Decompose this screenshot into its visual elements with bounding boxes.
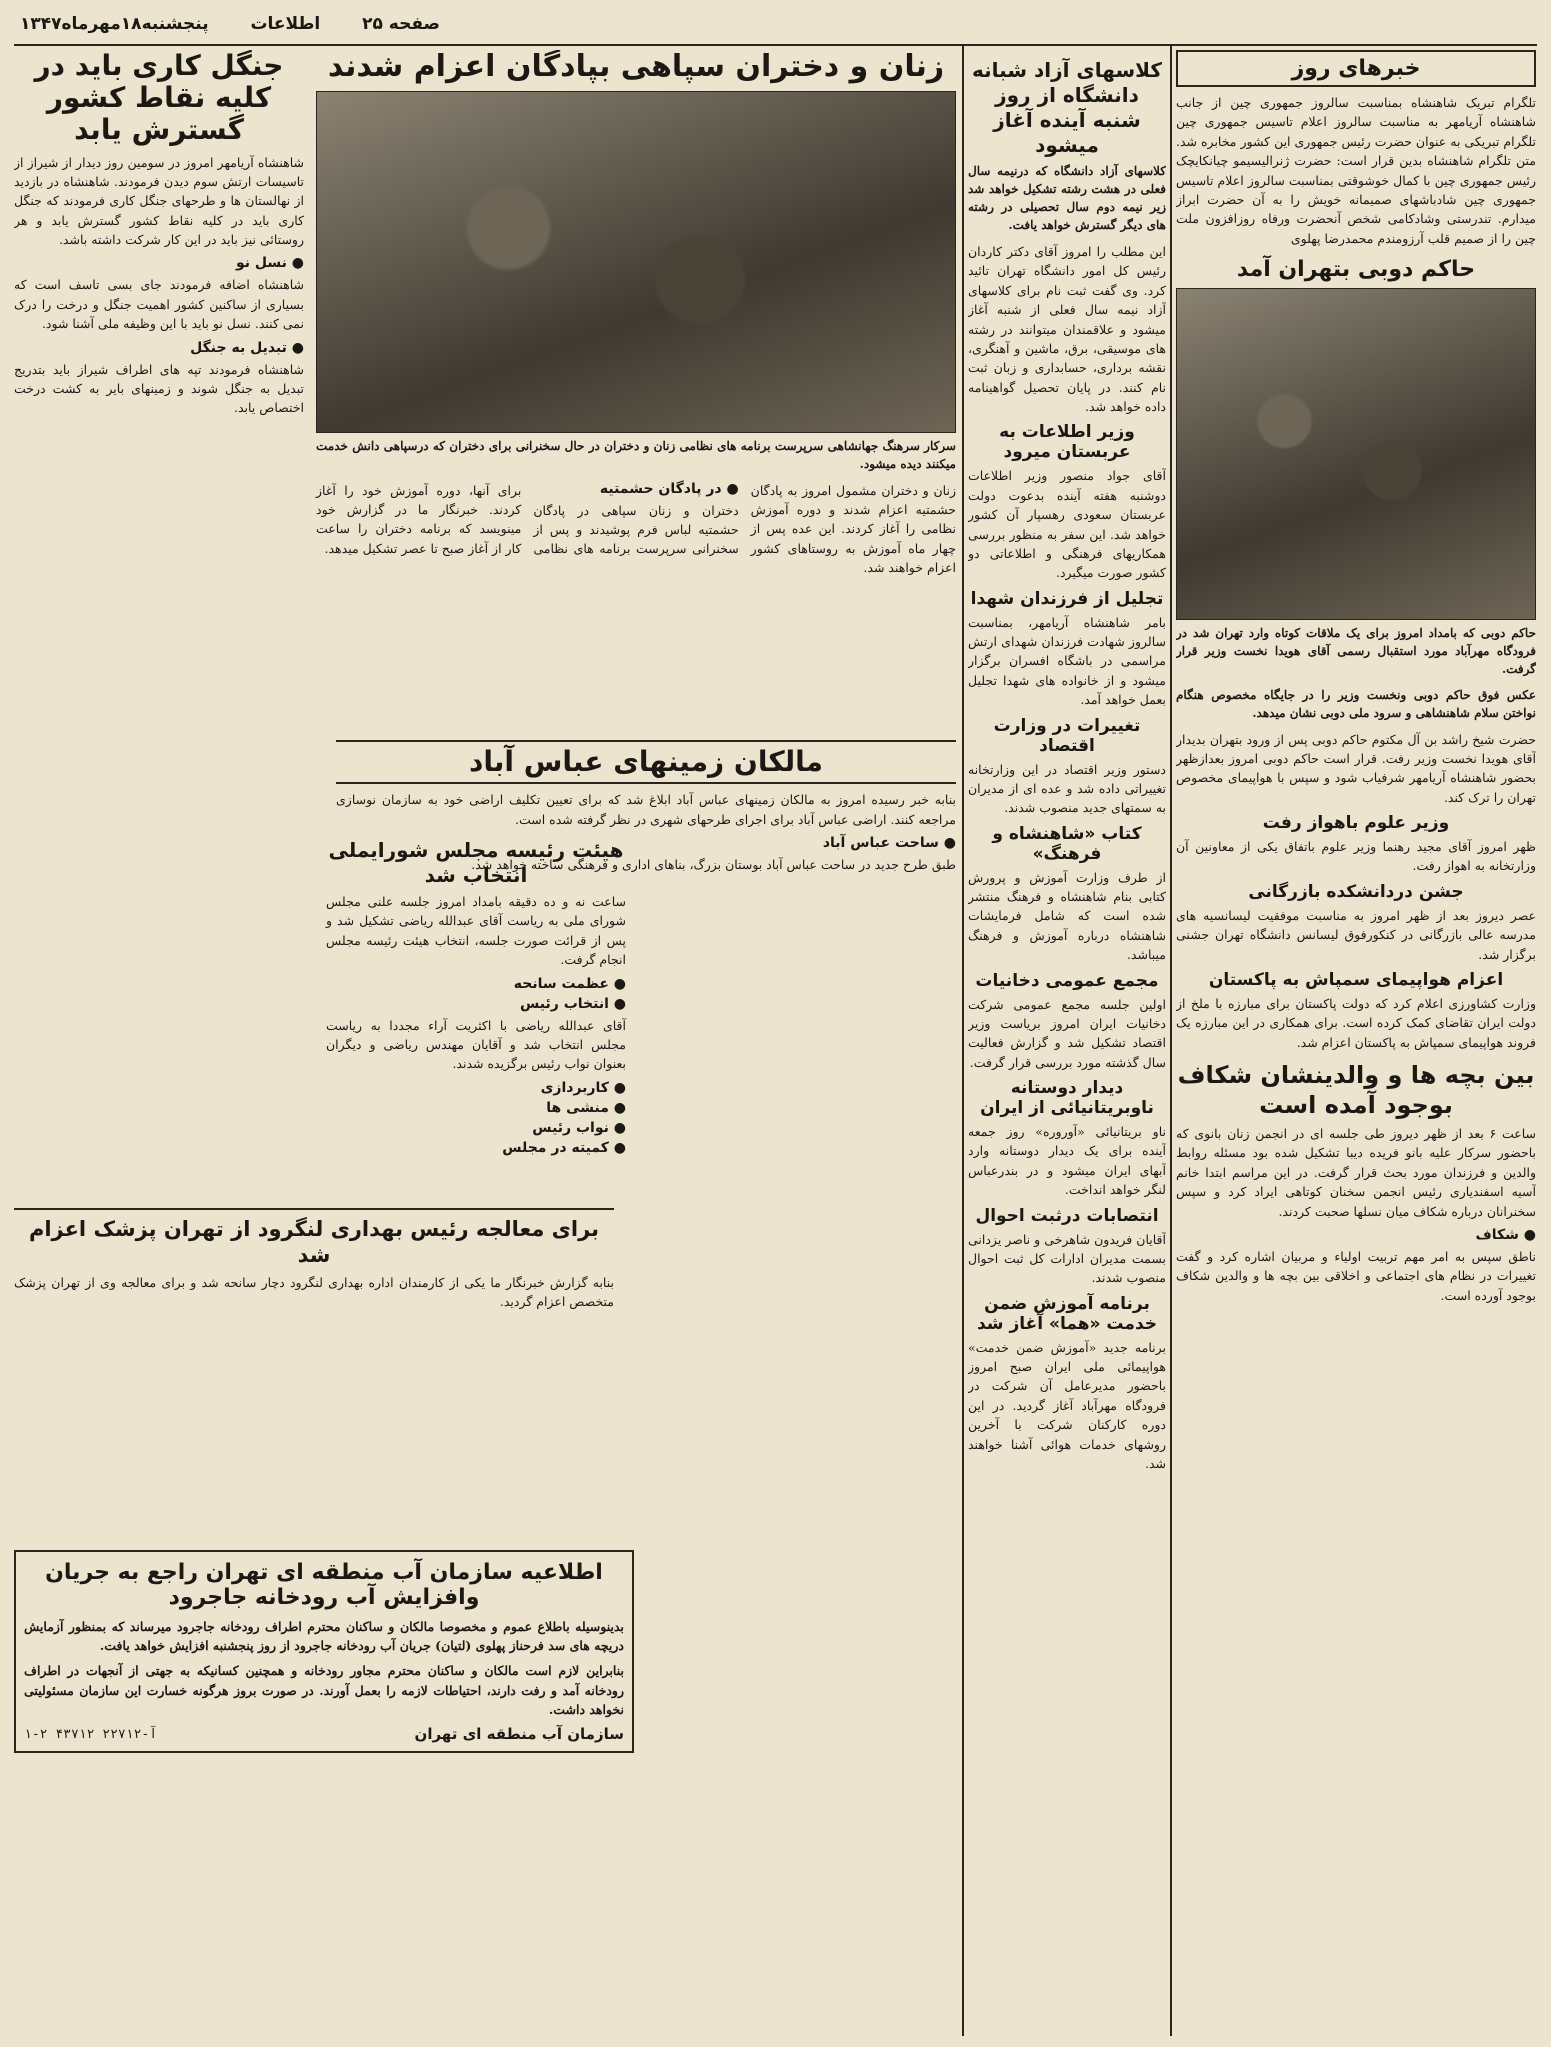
article-text: اولین جلسه مجمع عمومی شرکت دخانیات ایران امروز بریاست وزیر اقتصاد تشکیل شد و گزارش فعالیت سال گذشته مورد بررسی قرار گرفت.	[968, 996, 1166, 1070]
article-text: حضرت شیخ راشد بن آل مکتوم حاکم دوبی پس از ورود بتهران بدیدار آقای هویدا نخست وزیر رفت. قرار است حاکم دوبی امروز بعدازظهر بحضور شاهنشاه آریامهر شرفیاب شود و سپس با هواپیمای مخصوص تهران را ترک کند.	[1176, 731, 1536, 805]
article-lead: کلاسهای آزاد دانشگاه که درنیمه سال فعلی در هشت رشته تشکیل خواهد شد زیر نیمه دوم سال تحصیلی در رشته های دیگر گسترش خواهد یافت.	[968, 164, 1166, 232]
section-bullet: ● در پادگان حشمتیه	[599, 480, 739, 497]
page-header	[20, 6, 440, 42]
article-text: آقای جواد منصور وزیر اطلاعات دوشنبه هفته آینده بدعوت دولت عربستان سعودی رهسپار آن کشور خواهد شد. این سفر به منظور بررسی همکاریهای فرهنگی و اطلاعاتی دو کشور صورت میگیرد.	[968, 468, 1166, 581]
article-text: شاهنشاه اضافه فرمودند جای بسی تاسف است که بسیاری از ساکنین کشور اهمیت جنگل و درخت را درک نمی کنند. نسل نو باید با این وظیفه ملی آشنا شود.	[14, 277, 304, 332]
article-text: ناطق سپس به امر مهم تربیت اولیاء و مربیان اشاره کرد و گفت تغییرات در نظام های اجتماعی و اخلاقی بین بچه ها و والدین شکاف بوجود آورده است.	[1176, 1248, 1536, 1303]
bullet-label: انتخاب رئیس	[520, 995, 609, 1012]
article-text: تلگرام تبریک شاهنشاه بمناسبت سالروز جمهوری چین از جانب شاهنشاه آریامهر به مناسبت سالروز اعلام تاسیس جمهوری چین تلگرام تبریکی به عنوان حضرت رئیس جمهوری این کشور مخابره شد. متن تلگرام شاهنشاه بدین قرار است: حضرت ژنرالیسیمو چیانکایچک رئیس جمهوری چین با کمال خوشوقتی بمناسبت سالروز اعلام تاسیس جمهوری چین شادباشهای صمیمانه خویش را به آن حضرت ابراز میدارم. تندرستی وشادکامی شخص آنحضرت ورفاه روزافزون ملت چین را از صمیم قلب آرزومندم محمدرضا پهلوی	[1176, 95, 1536, 246]
headline: هیئت رئیسه مجلس شورایملی انتخاب شد	[328, 838, 624, 887]
article-text: دستور وزیر اقتصاد در این وزارتخانه تغییراتی داده شد و عده ای از مدیران به سمتهای جدید منصوب شدند.	[968, 761, 1166, 816]
article-title: برنامه آموزش ضمن خدمت «هما» آغاز شد	[976, 1293, 1158, 1334]
article-title: دیدار دوستانه ناوبریتانیائی از ایران	[980, 1078, 1154, 1118]
article-text: بامر شاهنشاه آریامهر، بمناسبت سالروز شهادت فرزندان شهدای ارتش مراسمی در باشگاه افسران برگزار میشود و از خانواده های شهدا تجلیل بعمل خواهد آمد.	[968, 614, 1166, 708]
column-middle	[968, 50, 1166, 2040]
article-text: زنان و دختران مشمول امروز به پادگان حشمتیه اعزام شدند و دوره آموزش نظامی را آغاز کردند. این عده پس از چهار ماه آموزش به روستاهای کشور اعزام خواهند شد.	[750, 482, 956, 575]
story-forestry	[14, 50, 304, 424]
article-text: عصر دیروز بعد از ظهر امروز به مناسبت موفقیت لیسانسیه های مدرسه عالی بازرگانی در کنکورفوق لیسانس دانشگاه تهران جشنی برگزار شد.	[1176, 907, 1536, 962]
notice-footer	[24, 1725, 624, 1743]
article-text: شاهنشاه آریامهر امروز در سومین روز دیدار از شیراز از تاسیسات ارتش سوم دیدن فرمودند. شاهنشاه در بازدید از نهالستان ها و طرحهای جنگل کاری فرمودند که جنگل کاری باید در کلیه نقاط کشور گسترش یابد و هر روستائی نیز باید در این کار شرکت داشته باشد.	[14, 154, 304, 248]
article-title: کلاسهای آزاد شبانه دانشگاه از روز شنبه آینده آغاز میشود	[972, 58, 1162, 157]
section-bullet: ● انتخاب رئیس	[520, 995, 626, 1012]
section-bullet: ● نواب رئیس	[532, 1119, 626, 1136]
article-text: آقای عبدالله ریاضی با اکثریت آراء مجددا به ریاست مجلس انتخاب شد و آقایان مهندس ریاضی و دیگران بعنوان نواب رئیس برگزیده شدند.	[326, 1017, 626, 1072]
bullet-label: شکاف	[1475, 1226, 1519, 1243]
article-title: تجلیل از فرزندان شهدا	[970, 588, 1164, 609]
header-rule	[14, 44, 1537, 46]
bullet-label: نسل نو	[235, 255, 287, 272]
bullet-label: نواب رئیس	[532, 1119, 609, 1136]
section-bullet: ● شکاف	[1475, 1226, 1536, 1243]
article-title: تغییرات در وزارت اقتصاد	[993, 715, 1141, 756]
article-text: بنابه گزارش خبرنگار ما یکی از کارمندان اداره بهداری لنگرود دچار سانحه شد و برای معالجه وی از تهران پزشک متخصص اعزام گردید.	[14, 1274, 614, 1309]
section-bullet: ● کاربردازی	[540, 1079, 626, 1096]
notice-title: اطلاعیه سازمان آب منطقه ای تهران راجع به جریان وافزایش آب رودخانه جاجرود	[45, 1560, 603, 1611]
article-text: ناو بریتانیائی «آوروره» روز جمعه آینده برای یک دیدار دوستانه وارد آبهای ایران میشود و در بندرعباس لنگر خواهد انداخت.	[968, 1124, 1166, 1198]
article-text: ساعت ۶ بعد از ظهر دیروز طی جلسه ای در انجمن زنان بانوی که باحضور سرکار علیه بانو فریده دیبا تشکیل شده بود مسئله روابط والدین و فرزندان مورد بحث قرار گرفت. در این مراسم ابتدا خانم آسیه اسفندیاری رئیس انجمن سخنان کوتاهی ایراد کرد و سپس سخنرانان درباره شکاف میان نسلها صحبت کردند.	[1176, 1126, 1536, 1219]
bullet-label: عظمت سانحه	[513, 975, 609, 992]
article-title: انتصابات درثبت احوال	[975, 1205, 1159, 1226]
photo-women-soldiers	[316, 91, 956, 433]
article-title: بین بچه ها و والدینشان شکاف بوجود آمده است	[1177, 1061, 1535, 1119]
notice-text: بنابراین لازم است مالکان و ساکنان محترم مجاور رودخانه و همچنین کسانیکه به جهتی از آنجهات در اطراف رودخانه آمد و رفت دارند، احتیاطات لازمه را بعمل آورند. در صورت بروز هرگونه خسارت این سازمان مسئولیتی نخواهد داشت.	[24, 1663, 624, 1718]
article-text: از طرف وزارت آموزش و پرورش کتابی بنام شاهنشاه و فرهنگ منتشر شده است که شامل فرمایشات شاهنشاه درباره آموزش و فرهنگ میباشد.	[968, 869, 1166, 963]
story-columns	[316, 481, 956, 578]
section-bullet: ● عظمت سانحه	[513, 975, 626, 992]
headline: زنان و دختران سپاهی بپادگان اعزام شدند	[327, 50, 945, 84]
article-text: شاهنشاه فرمودند تپه های اطراف شیراز باید بتدریج تبدیل به جنگل شوند و زمینهای بایر به کشت درخت اختصاص یابد.	[14, 361, 304, 416]
article-title: مجمع عمومی دخانیات	[975, 970, 1159, 991]
section-bullet: ● منشی ها	[546, 1099, 626, 1116]
article-text: طبق طرح جدید در ساحت عباس آباد بوستان بزرگ، بناهای اداری و فرهنگی ساخته خواهد شد.	[471, 856, 956, 872]
column-divider	[962, 46, 964, 2036]
article-title: وزیر علوم باهواز رفت	[1262, 813, 1450, 833]
article-text: ظهر امروز آقای مجید رهنما وزیر علوم باتفاق یکی از معاونین آن وزارتخانه به اهواز رفت.	[1176, 839, 1536, 874]
news-box-title: خبرهای روز	[1176, 50, 1536, 87]
bullet-label: کمیته در مجلس	[502, 1139, 609, 1156]
section-bullet: ● نسل نو	[235, 255, 304, 272]
header-page-number: صفحه ۲۵	[362, 14, 440, 34]
article-text: برنامه جدید «آموزش ضمن خدمت» هواپیمائی ملی ایران صبح امروز باحضور مدیرعامل آن شرکت در فرودگاه مهرآباد آغاز گردید. در این دوره کارکنان شرکت با آخرین روشهای خدمات هوائی آشنا خواهند شد.	[968, 1339, 1166, 1471]
headline: مالکان زمینهای عباس آباد	[336, 740, 956, 784]
bullet-label: ساحت عباس آباد	[822, 834, 939, 851]
section-bullet: ● ساحت عباس آباد	[822, 834, 956, 851]
notice-text: بدینوسیله باطلاع عموم و مخصوصا مالکان و ساکنان محترم اطراف رودخانه جاجرود میرساند که بمنظور آزمایش دریچه های سد فرحناز پهلوی (لتیان) جریان آب رودخانه جاجرود از روز پنجشنبه افزایش خواهد یافت.	[24, 1618, 624, 1653]
bullet-label: کاربردازی	[540, 1079, 609, 1096]
article-text: آقایان فریدون شاهرخی و ناصر یزدانی بسمت مدیران ادارات کل ثبت احوال منصوب شدند.	[968, 1231, 1166, 1286]
notice-code: آ-۲۲۷۱۲ ۴۳۷۱۲ ۲-۱	[24, 1726, 158, 1742]
photo-caption: حاکم دوبی که بامداد امروز برای یک ملاقات کوتاه وارد تهران شد در فرودگاه مهرآباد مورد استقبال رسمی آقای هویدا نخست وزیر قرار گرفت.	[1176, 625, 1536, 676]
article-title: وزیر اطلاعات به عربستان میرود	[999, 422, 1135, 463]
column-left	[14, 50, 956, 2040]
header-paper-name: اطلاعات	[250, 14, 321, 34]
headline: جنگل کاری باید در کلیه نقاط کشور گسترش یابد	[34, 50, 284, 147]
story-majlis	[326, 830, 626, 1160]
notice-signature: سازمان آب منطقه ای تهران	[414, 1725, 624, 1744]
article-title: کتاب «شاهنشاه و فرهنگ»	[992, 823, 1142, 864]
article-text: وزارت کشاورزی اعلام کرد که دولت پاکستان برای مبارزه با ملخ از دولت ایران تقاضای کمک کرده است. برای همکاری در این مبارزه یک فروند هواپیمای سمپاش به پاکستان اعزام شد.	[1176, 995, 1536, 1050]
photo-caption: سرکار سرهنگ جهانشاهی سرپرست برنامه های نظامی زنان و دختران در حال سخنرانی برای دختران که درسپاهی دانش خدمت میکنند دیده میشود.	[316, 438, 956, 471]
bullet-label: در پادگان حشمتیه	[599, 480, 722, 497]
article-text: این مطلب را امروز آقای دکتر کاردان رئیس کل امور دانشگاه تهران تائید کرد. وی گفت ثبت نام برای کلاسهای آزاد نیمه سال فعلی از شنبه آغاز میشود و علاقمندان میتوانند در رشته های موسیقی، برق، ماشین و آهنگری، نقشه برداری، حسابداری و زبان ثبت نام کنند. در پایان تحصیل گواهینامه داده خواهد شد.	[968, 244, 1166, 414]
column-divider	[1170, 46, 1172, 2036]
article-title: اعزام هواپیمای سمپاش به پاکستان	[1208, 969, 1504, 990]
photo-caption: عکس فوق حاکم دوبی ونخست وزیر را در جایگاه مخصوص هنگام نواختن سلام شاهنشاهی و سرود ملی دوبی نشان میدهد.	[1176, 687, 1536, 720]
headline: برای معالجه رئیس بهداری لنگرود از تهران پزشک اعزام شد	[14, 1208, 614, 1269]
article-title: جشن دردانشکده بازرگانی	[1248, 881, 1464, 902]
story-langrud	[14, 1200, 614, 1317]
bullet-label: منشی ها	[546, 1099, 609, 1116]
section-bullet: ● تبدیل به جنگل	[190, 339, 304, 356]
article-text: ساعت نه و ده دقیقه بامداد امروز جلسه علنی مجلس شورای ملی به ریاست آقای عبدالله ریاضی تشکیل شد و پس از قرائت صورت جلسه، انتخاب هیئت رئیسه مجلس انجام گرفت.	[326, 894, 626, 968]
article-title: حاکم دوبی بتهران آمد	[1236, 257, 1476, 282]
article-text: دختران و زنان سپاهی در پادگان حشمتیه لباس فرم پوشیدند و پس از سخنرانی سرپرست برنامه های نظامی برای آنها، دوره آموزش خود را آغاز کردند. خبرنگار ما در گزارش خود مینویسد که برنامه دختران را ساعت کار از آغاز صبح تا عصر تشکیل میدهد.	[316, 482, 739, 557]
header-date: پنجشنبه۱۸مهرماه۱۳۴۷	[20, 14, 209, 34]
section-bullet: ● کمیته در مجلس	[502, 1139, 626, 1156]
story-women-soldiers	[316, 50, 956, 577]
notice-water-org	[14, 1550, 634, 1753]
article-text: بنابه خبر رسیده امروز به مالکان زمینهای عباس آباد ابلاغ شد که برای تعیین تکلیف اراضی خود به سازمان نوسازی مراجعه کنند. اراضی عباس آباد برای اجرای طرحهای شهری در نظر گرفته شده است.	[336, 792, 956, 827]
bullet-label: تبدیل به جنگل	[190, 339, 287, 356]
photo-dubai-ruler	[1176, 288, 1536, 620]
column-right	[1176, 50, 1536, 2040]
